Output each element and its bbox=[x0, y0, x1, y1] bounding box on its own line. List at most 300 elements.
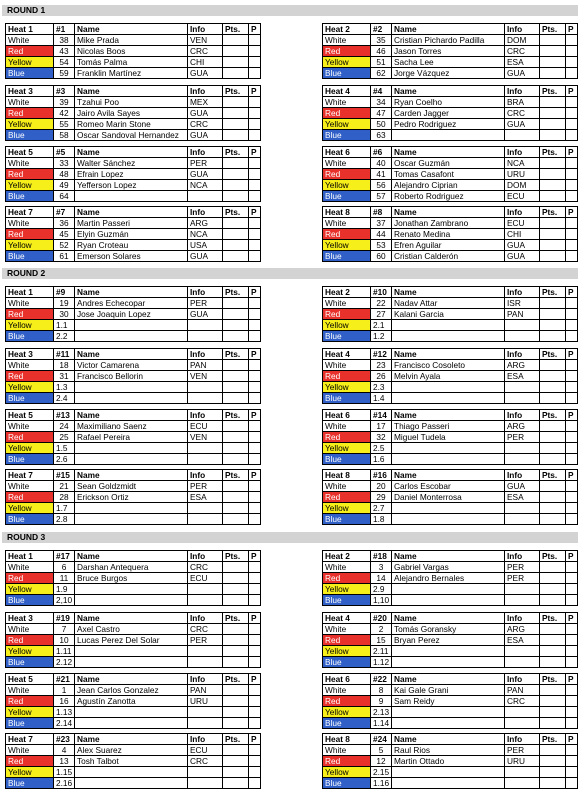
points-cell bbox=[540, 767, 566, 778]
athlete-country: CRC bbox=[188, 46, 223, 57]
athlete-country: GUA bbox=[188, 68, 223, 79]
table-row bbox=[323, 180, 578, 191]
heat-label: Heat 1 bbox=[6, 551, 54, 562]
place-cell bbox=[249, 393, 261, 404]
lane-color-cell: Yellow bbox=[323, 240, 371, 251]
place-cell bbox=[249, 309, 261, 320]
table-row bbox=[323, 331, 578, 342]
heat-label: Heat 5 bbox=[6, 410, 54, 421]
athlete-name bbox=[392, 646, 505, 657]
info-header: Info bbox=[188, 86, 223, 97]
info-header: Info bbox=[188, 674, 223, 685]
table-row bbox=[6, 309, 261, 320]
heat-label: Heat 4 bbox=[323, 86, 371, 97]
athlete-country bbox=[188, 707, 223, 718]
athlete-number: 2.1 bbox=[371, 320, 392, 331]
table-row bbox=[6, 360, 261, 371]
lane-color-cell: Blue bbox=[6, 454, 54, 465]
table-row bbox=[323, 298, 578, 309]
lane-color-cell: Yellow bbox=[6, 320, 54, 331]
lane-color-cell: White bbox=[323, 360, 371, 371]
info-header: Info bbox=[505, 349, 540, 360]
athlete-number: 3 bbox=[371, 562, 392, 573]
athlete-number: 1.15 bbox=[54, 767, 75, 778]
heat-number: #12 bbox=[371, 349, 392, 360]
athlete-country: NCA bbox=[505, 158, 540, 169]
points-cell bbox=[540, 46, 566, 57]
name-header: Name bbox=[392, 551, 505, 562]
info-header: Info bbox=[505, 287, 540, 298]
points-cell bbox=[223, 119, 249, 130]
points-cell bbox=[540, 382, 566, 393]
heat-number: #11 bbox=[54, 349, 75, 360]
lane-color-cell: White bbox=[6, 624, 54, 635]
lane-color-cell: Blue bbox=[6, 68, 54, 79]
points-cell bbox=[223, 251, 249, 262]
athlete-name bbox=[392, 503, 505, 514]
place-header: P bbox=[249, 674, 261, 685]
athlete-number: 47 bbox=[371, 108, 392, 119]
heat-header-row bbox=[323, 410, 578, 421]
athlete-number: 55 bbox=[54, 119, 75, 130]
athlete-country bbox=[505, 707, 540, 718]
athlete-number: 2.15 bbox=[371, 767, 392, 778]
lane-color-cell: Yellow bbox=[323, 503, 371, 514]
athlete-number: 51 bbox=[371, 57, 392, 68]
athlete-country: ESA bbox=[188, 492, 223, 503]
points-header: Pts. bbox=[540, 613, 566, 624]
points-cell bbox=[540, 562, 566, 573]
place-cell bbox=[249, 492, 261, 503]
athlete-name: Francisco Cosoleto bbox=[392, 360, 505, 371]
table-row bbox=[323, 191, 578, 202]
athlete-name bbox=[392, 382, 505, 393]
name-header: Name bbox=[75, 674, 188, 685]
lane-color-cell: Blue bbox=[6, 130, 54, 141]
place-cell bbox=[566, 432, 578, 443]
athlete-number: 63 bbox=[371, 130, 392, 141]
points-cell bbox=[540, 595, 566, 606]
points-cell bbox=[540, 696, 566, 707]
heat-number: #22 bbox=[371, 674, 392, 685]
lane-color-cell: White bbox=[6, 562, 54, 573]
athlete-country bbox=[188, 191, 223, 202]
athlete-name: Oscar Sandoval Hernandez bbox=[75, 130, 188, 141]
athlete-name: Jean Carlos Gonzalez bbox=[75, 685, 188, 696]
place-cell bbox=[249, 646, 261, 657]
table-row bbox=[323, 514, 578, 525]
table-row bbox=[323, 57, 578, 68]
place-cell bbox=[566, 298, 578, 309]
place-cell bbox=[566, 573, 578, 584]
place-header: P bbox=[566, 470, 578, 481]
athlete-number: 11 bbox=[54, 573, 75, 584]
heat-table bbox=[5, 673, 261, 729]
points-cell bbox=[540, 421, 566, 432]
name-header: Name bbox=[392, 24, 505, 35]
lane-color-cell: Yellow bbox=[6, 119, 54, 130]
athlete-country: GUA bbox=[188, 309, 223, 320]
athlete-number: 60 bbox=[371, 251, 392, 262]
name-header: Name bbox=[392, 734, 505, 745]
athlete-country: CRC bbox=[188, 624, 223, 635]
lane-color-cell: Blue bbox=[6, 778, 54, 789]
athlete-country: USA bbox=[188, 240, 223, 251]
points-cell bbox=[223, 562, 249, 573]
heat-number: #14 bbox=[371, 410, 392, 421]
points-cell bbox=[223, 503, 249, 514]
athlete-country bbox=[505, 514, 540, 525]
points-cell bbox=[540, 514, 566, 525]
place-cell bbox=[566, 119, 578, 130]
athlete-number: 1.9 bbox=[54, 584, 75, 595]
lane-color-cell: Yellow bbox=[323, 443, 371, 454]
place-cell bbox=[249, 454, 261, 465]
table-row bbox=[323, 119, 578, 130]
athlete-number: 2.12 bbox=[54, 657, 75, 668]
athlete-name bbox=[392, 778, 505, 789]
points-cell bbox=[223, 229, 249, 240]
table-row bbox=[6, 573, 261, 584]
athlete-country bbox=[188, 718, 223, 729]
heat-header-row bbox=[323, 674, 578, 685]
athlete-number: 57 bbox=[371, 191, 392, 202]
lane-color-cell: White bbox=[323, 35, 371, 46]
athlete-country: URU bbox=[505, 169, 540, 180]
athlete-country bbox=[188, 767, 223, 778]
heat-number: #18 bbox=[371, 551, 392, 562]
place-cell bbox=[249, 756, 261, 767]
lane-color-cell: Blue bbox=[6, 251, 54, 262]
table-row bbox=[6, 657, 261, 668]
athlete-number: 1.6 bbox=[371, 454, 392, 465]
place-cell bbox=[249, 371, 261, 382]
place-cell bbox=[249, 745, 261, 756]
points-cell bbox=[540, 180, 566, 191]
heat-table bbox=[5, 286, 261, 342]
athlete-number: 5 bbox=[371, 745, 392, 756]
lane-color-cell: White bbox=[6, 481, 54, 492]
place-header: P bbox=[249, 551, 261, 562]
points-cell bbox=[540, 169, 566, 180]
lane-color-cell: Red bbox=[6, 573, 54, 584]
heat-table bbox=[5, 206, 261, 262]
points-cell bbox=[223, 298, 249, 309]
points-cell bbox=[223, 108, 249, 119]
lane-color-cell: Red bbox=[323, 169, 371, 180]
place-cell bbox=[249, 108, 261, 119]
place-header: P bbox=[249, 287, 261, 298]
heat-header-row bbox=[6, 470, 261, 481]
lane-color-cell: White bbox=[6, 298, 54, 309]
athlete-country: GUA bbox=[188, 130, 223, 141]
heat-label: Heat 6 bbox=[323, 410, 371, 421]
athlete-country: ESA bbox=[505, 371, 540, 382]
athlete-name bbox=[75, 454, 188, 465]
table-row bbox=[6, 595, 261, 606]
place-cell bbox=[566, 46, 578, 57]
athlete-country: GUA bbox=[505, 481, 540, 492]
place-cell bbox=[249, 382, 261, 393]
points-header: Pts. bbox=[540, 551, 566, 562]
points-header: Pts. bbox=[223, 470, 249, 481]
athlete-name: Miguel Tudela bbox=[392, 432, 505, 443]
athlete-country bbox=[188, 320, 223, 331]
lane-color-cell: White bbox=[323, 562, 371, 573]
athlete-number: 2.2 bbox=[54, 331, 75, 342]
round-title: ROUND 2 bbox=[2, 268, 578, 279]
points-cell bbox=[540, 251, 566, 262]
table-row bbox=[323, 309, 578, 320]
athlete-name: Yefferson Lopez bbox=[75, 180, 188, 191]
place-cell bbox=[566, 158, 578, 169]
lane-color-cell: White bbox=[6, 158, 54, 169]
athlete-name: Alejandro Ciprian bbox=[392, 180, 505, 191]
athlete-number: 2.14 bbox=[54, 718, 75, 729]
lane-color-cell: White bbox=[323, 685, 371, 696]
table-row bbox=[6, 454, 261, 465]
athlete-number: 48 bbox=[54, 169, 75, 180]
athlete-number: 58 bbox=[54, 130, 75, 141]
points-header: Pts. bbox=[540, 207, 566, 218]
info-header: Info bbox=[188, 551, 223, 562]
place-cell bbox=[566, 481, 578, 492]
heat-table bbox=[322, 673, 578, 729]
athlete-name: Tomás Goransky bbox=[392, 624, 505, 635]
heat-number: #17 bbox=[54, 551, 75, 562]
points-cell bbox=[540, 492, 566, 503]
info-header: Info bbox=[188, 147, 223, 158]
athlete-name: Rafael Pereira bbox=[75, 432, 188, 443]
athlete-name bbox=[75, 767, 188, 778]
points-cell bbox=[540, 685, 566, 696]
lane-color-cell: Red bbox=[323, 492, 371, 503]
table-row bbox=[323, 624, 578, 635]
athlete-country bbox=[188, 657, 223, 668]
athlete-number: 1 bbox=[54, 685, 75, 696]
athlete-country: ARG bbox=[505, 624, 540, 635]
lane-color-cell: Red bbox=[323, 635, 371, 646]
athlete-number: 1.7 bbox=[54, 503, 75, 514]
place-cell bbox=[249, 562, 261, 573]
points-cell bbox=[540, 454, 566, 465]
table-row bbox=[323, 421, 578, 432]
lane-color-cell: Yellow bbox=[323, 382, 371, 393]
place-cell bbox=[249, 169, 261, 180]
athlete-name: Bruce Burgos bbox=[75, 573, 188, 584]
points-header: Pts. bbox=[223, 551, 249, 562]
athlete-number: 17 bbox=[371, 421, 392, 432]
lane-color-cell: Yellow bbox=[323, 646, 371, 657]
athlete-country bbox=[505, 595, 540, 606]
table-row bbox=[6, 514, 261, 525]
athlete-number: 29 bbox=[371, 492, 392, 503]
table-row bbox=[323, 745, 578, 756]
lane-color-cell: Red bbox=[6, 696, 54, 707]
table-row bbox=[6, 584, 261, 595]
table-row bbox=[6, 169, 261, 180]
athlete-country: GUA bbox=[505, 68, 540, 79]
athlete-name bbox=[75, 646, 188, 657]
athlete-country bbox=[505, 443, 540, 454]
place-cell bbox=[566, 696, 578, 707]
heat-header-row bbox=[323, 613, 578, 624]
place-header: P bbox=[249, 613, 261, 624]
place-cell bbox=[249, 624, 261, 635]
place-cell bbox=[566, 229, 578, 240]
place-cell bbox=[566, 595, 578, 606]
athlete-country: ARG bbox=[505, 421, 540, 432]
place-cell bbox=[566, 756, 578, 767]
lane-color-cell: White bbox=[323, 158, 371, 169]
table-row bbox=[6, 320, 261, 331]
table-row bbox=[323, 503, 578, 514]
athlete-country: DOM bbox=[505, 35, 540, 46]
heat-label: Heat 5 bbox=[6, 674, 54, 685]
lane-color-cell: Yellow bbox=[6, 503, 54, 514]
points-cell bbox=[540, 443, 566, 454]
table-row bbox=[323, 635, 578, 646]
info-header: Info bbox=[188, 613, 223, 624]
points-cell bbox=[223, 158, 249, 169]
table-row bbox=[6, 68, 261, 79]
points-cell bbox=[540, 331, 566, 342]
points-cell bbox=[223, 443, 249, 454]
table-row bbox=[6, 707, 261, 718]
table-row bbox=[6, 371, 261, 382]
athlete-name: Agustín Zanotta bbox=[75, 696, 188, 707]
athlete-country: CRC bbox=[505, 696, 540, 707]
place-cell bbox=[566, 320, 578, 331]
athlete-country: ISR bbox=[505, 298, 540, 309]
athlete-country: CRC bbox=[188, 756, 223, 767]
athlete-number: 50 bbox=[371, 119, 392, 130]
place-cell bbox=[249, 503, 261, 514]
info-header: Info bbox=[505, 734, 540, 745]
points-cell bbox=[223, 492, 249, 503]
place-cell bbox=[566, 180, 578, 191]
points-cell bbox=[223, 745, 249, 756]
athlete-number: 35 bbox=[371, 35, 392, 46]
lane-color-cell: White bbox=[6, 745, 54, 756]
athlete-country: ECU bbox=[505, 218, 540, 229]
heat-header-row bbox=[6, 86, 261, 97]
table-row bbox=[323, 158, 578, 169]
athlete-country bbox=[505, 657, 540, 668]
place-cell bbox=[249, 57, 261, 68]
athlete-number: 14 bbox=[371, 573, 392, 584]
athlete-name: Renato Medina bbox=[392, 229, 505, 240]
points-cell bbox=[223, 240, 249, 251]
name-header: Name bbox=[75, 207, 188, 218]
athlete-number: 1.13 bbox=[54, 707, 75, 718]
points-cell bbox=[540, 646, 566, 657]
points-cell bbox=[223, 685, 249, 696]
points-cell bbox=[540, 191, 566, 202]
info-header: Info bbox=[505, 147, 540, 158]
athlete-number: 33 bbox=[54, 158, 75, 169]
lane-color-cell: Red bbox=[6, 229, 54, 240]
points-cell bbox=[223, 331, 249, 342]
heat-number: #20 bbox=[371, 613, 392, 624]
place-cell bbox=[249, 360, 261, 371]
heat-header-row bbox=[323, 147, 578, 158]
place-cell bbox=[249, 778, 261, 789]
points-cell bbox=[540, 130, 566, 141]
place-cell bbox=[566, 309, 578, 320]
place-cell bbox=[249, 130, 261, 141]
athlete-country bbox=[505, 382, 540, 393]
table-row bbox=[323, 108, 578, 119]
athlete-name: Romeo Marin Stone bbox=[75, 119, 188, 130]
athlete-name bbox=[392, 393, 505, 404]
name-header: Name bbox=[392, 349, 505, 360]
table-row bbox=[323, 130, 578, 141]
points-header: Pts. bbox=[540, 470, 566, 481]
info-header: Info bbox=[505, 207, 540, 218]
table-row bbox=[6, 240, 261, 251]
athlete-country bbox=[188, 584, 223, 595]
athlete-country: CHI bbox=[188, 57, 223, 68]
place-cell bbox=[566, 421, 578, 432]
athlete-name: Tomás Palma bbox=[75, 57, 188, 68]
heat-header-row bbox=[6, 207, 261, 218]
place-cell bbox=[566, 657, 578, 668]
heat-label: Heat 2 bbox=[323, 551, 371, 562]
table-row bbox=[6, 97, 261, 108]
table-row bbox=[323, 360, 578, 371]
athlete-number: 2.16 bbox=[54, 778, 75, 789]
place-cell bbox=[249, 696, 261, 707]
athlete-country bbox=[505, 646, 540, 657]
points-header: Pts. bbox=[223, 287, 249, 298]
place-header: P bbox=[566, 410, 578, 421]
table-row bbox=[323, 240, 578, 251]
athlete-country bbox=[188, 454, 223, 465]
athlete-country bbox=[188, 514, 223, 525]
athlete-country: PER bbox=[505, 745, 540, 756]
athlete-number: 53 bbox=[371, 240, 392, 251]
place-cell bbox=[566, 371, 578, 382]
points-cell bbox=[540, 718, 566, 729]
place-cell bbox=[249, 514, 261, 525]
lane-color-cell: Red bbox=[6, 309, 54, 320]
table-row bbox=[6, 767, 261, 778]
athlete-country bbox=[188, 503, 223, 514]
heat-number: #8 bbox=[371, 207, 392, 218]
points-header: Pts. bbox=[540, 410, 566, 421]
points-cell bbox=[223, 46, 249, 57]
athlete-number: 8 bbox=[371, 685, 392, 696]
heat-number: #10 bbox=[371, 287, 392, 298]
athlete-country bbox=[505, 503, 540, 514]
lane-color-cell: Yellow bbox=[6, 57, 54, 68]
heat-header-row bbox=[6, 147, 261, 158]
athlete-name: Daniel Monterrosa bbox=[392, 492, 505, 503]
info-header: Info bbox=[188, 349, 223, 360]
athlete-country bbox=[505, 454, 540, 465]
athlete-country: VEN bbox=[188, 35, 223, 46]
table-row bbox=[6, 218, 261, 229]
place-cell bbox=[566, 767, 578, 778]
athlete-country bbox=[188, 646, 223, 657]
heat-table bbox=[5, 348, 261, 404]
name-header: Name bbox=[75, 734, 188, 745]
table-row bbox=[323, 229, 578, 240]
lane-color-cell: Red bbox=[323, 371, 371, 382]
lane-color-cell: Blue bbox=[323, 657, 371, 668]
points-header: Pts. bbox=[540, 147, 566, 158]
